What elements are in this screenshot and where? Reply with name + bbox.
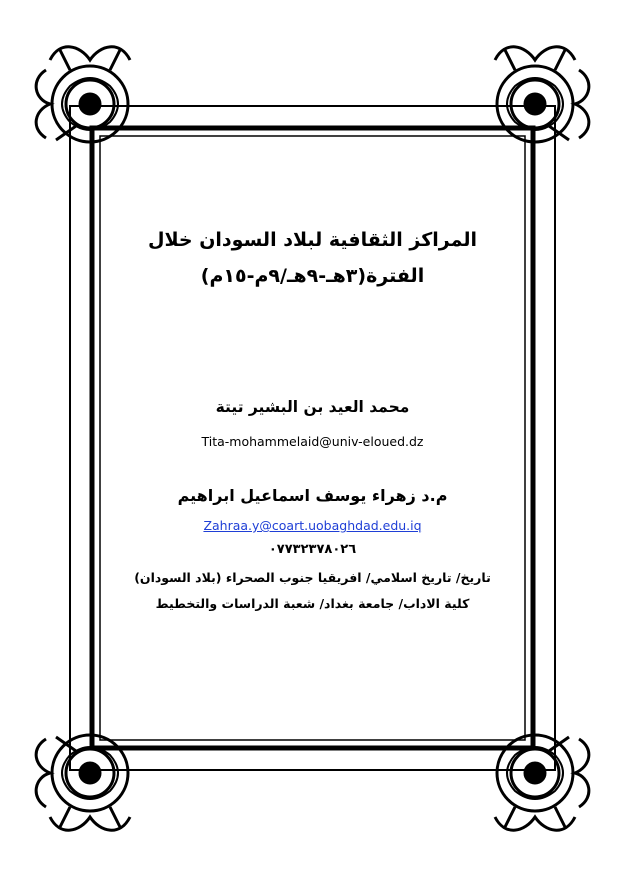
author-2-email-link[interactable]: Zahraa.y@coart.uobaghdad.edu.iq (203, 518, 422, 533)
author-2-college: كلية الاداب/ جامعة بغداد/ شعبة الدراسات والتخطيط (155, 596, 470, 611)
title-line-2: الفترة(٣هـ-٩هـ/٩م-١٥م) (200, 265, 425, 287)
title-line-1: المراكز الثقافية لبلاد السودان خلال (147, 229, 478, 251)
author-2-phone: ٠٧٧٣٢٣٧٨٠٢٦ (268, 542, 357, 557)
author-2-field: تاريخ/ تاريخ اسلامي/ افريقيا جنوب الصحراء (بلاد السودان) (134, 570, 491, 585)
author-1-name: محمد العيد بن البشير تيتة (215, 398, 410, 416)
paper-title (120, 222, 505, 294)
author-2-name: م.د زهراء يوسف اسماعيل ابراهيم (177, 486, 448, 505)
author-1-email: Tita-mohammelaid@univ-eloued.dz (201, 434, 424, 449)
cover-content (120, 0, 505, 877)
